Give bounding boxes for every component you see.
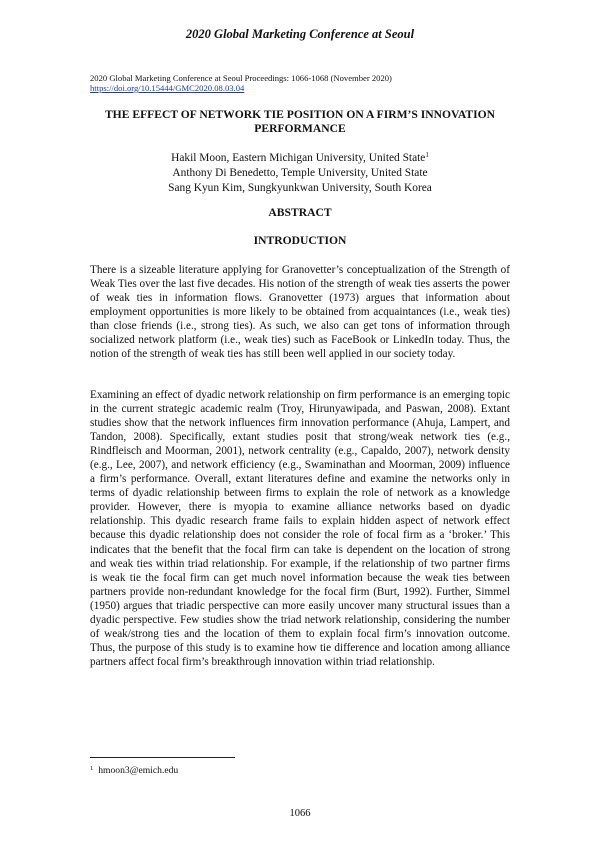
paper-title: THE EFFECT OF NETWORK TIE POSITION ON A FIRM’S INNOVATION PERFORMANCE xyxy=(104,108,496,135)
author-list xyxy=(90,151,510,196)
footnote-divider xyxy=(90,757,235,758)
footnote xyxy=(90,765,390,776)
footnote-mark: 1 xyxy=(90,765,94,772)
page-number: 1066 xyxy=(289,808,311,819)
author-line: Anthony Di Benedetto, Temple University, United State xyxy=(172,167,428,179)
proceedings-citation xyxy=(90,73,510,93)
body-paragraph: There is a sizeable literature applying for Granovetter’s conceptualization of the Strength of Weak Ties over the last five decades. His notion of the strength of weak ties asserts the power of weak ties in information flows. Granovetter (1973) argues that information about employment opportunities is more likely to be obtained from acquaintances (i.e., weak ties) than close friends (i.e., strong ties). As such, we also can get tons of information through socialized network platform (i.e., weak ties) such as FaceBook or LinkedIn today. Thus, the notion of the strength of weak ties has still been well applied in our society today. xyxy=(90,264,510,361)
footnote-reference[interactable]: 1 xyxy=(425,151,429,159)
introduction-heading: INTRODUCTION xyxy=(253,234,347,247)
author-line: Sang Kyun Kim, Sungkyunkwan University, South Korea xyxy=(168,182,432,194)
author-line xyxy=(90,151,510,166)
doi-link[interactable]: https://doi.org/10.15444/GMC2020.08.03.04 xyxy=(90,83,245,93)
body-paragraph: Examining an effect of dyadic network relationship on firm performance is an emerging topic in the current strategic academic realm (Troy, Hirunyawipada, and Paswan, 2008). Extant studies show that the network influences firm innovation performance (Ahuja, Lampert, and Tandon, 2008). Specifically, extant studies posit that strong/weak network ties (e.g., Rindfleisch and Moorman, 2001), network centrality (e.g., Capaldo, 2007), network density (e.g., Lee, 2007), and network efficiency (e.g., Swaminathan and Moorman, 2009) influence a firm’s performance. Overall, extant literatures define and examine the networks only in terms of dyadic relationship between firms to explain the role of network as a knowledge provider. However, there is myopia to examine alliance networks based on dyadic relationship. This dyadic research frame fails to explain hidden aspect of network effect because this dyadic relationship does not consider the role of focal firm as a ‘broker.’ This indicates that the benefit that the focal firm can take is dependent on the location of strong and weak ties within triad relationship. For example, if the relationship of two partner firms is weak tie the focal firm can get much novel information because the weak ties between partners provide non-redundant knowledge for the focal firm (Burt, 1992). Further, Simmel (1950) argues that triadic perspective can more easily uncover many structural issues than a dyadic perspective. Few studies show the triad network relationship, considering the number of weak/strong ties and the location of them to explain focal firm’s innovation outcome. Thus, the purpose of this study is to examine how tie difference and location among alliance partners affect focal firm’s breakthrough innovation within triad relationship. xyxy=(90,389,510,668)
author-affiliation: Hakil Moon, Eastern Michigan University, United State xyxy=(171,152,426,164)
proceedings-line: 2020 Global Marketing Conference at Seoul Proceedings: 1066-1068 (November 2020) xyxy=(90,73,392,83)
footnote-email: hmoon3@emich.edu xyxy=(98,765,179,776)
running-header: 2020 Global Marketing Conference at Seoul xyxy=(185,27,415,41)
abstract-heading: ABSTRACT xyxy=(268,206,332,219)
